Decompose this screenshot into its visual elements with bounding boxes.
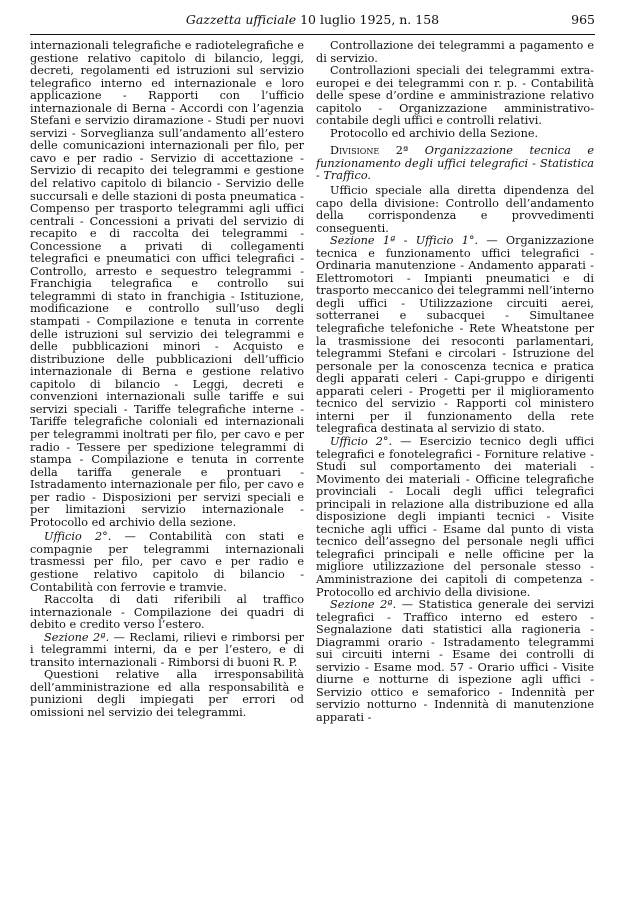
right-paragraph-7-text: — Statistica generale dei servizi telegrafici - Traffico interno ed estero - Segnalazione dati statistici alla ragioneria - Diagrammi orario - Istradamento telegrammi sui circuiti interni - Esame dei controlli di servizio - Esame mod. 57 - Orario uffici - Visite diurne e notturne di ispezione agli uffici - Servizio ottico e semaforico - Indennità per servizio notturno - Indennità di manutenzione apparati - [316, 598, 594, 724]
right-paragraph-3: Protocollo ed archivio della Sezione. [330, 126, 539, 140]
division-heading [316, 145, 594, 183]
left-paragraph-4-text: — Reclami, rilievi e rimborsi per i telegrammi interni, da e per l’estero, e di transito internazionali - Rimborsi di buoni R. P. [30, 630, 304, 669]
gazette-name: Gazzetta ufficiale [185, 12, 297, 27]
right-paragraph-5-text: — Organizzazione tecnica e funzionamento uffici telegrafici - Ordinaria manutenzione - Andamento apparati - Elettromotori - Impianti pneumatici e di trasporto meccanico dei telegrammi nell’interno degli uffici - Utilizzazione circuiti aerei, sotterranei e subacquei - Simultanee telegrafiche telefoniche - Rete Wheatstone per la trasmissione dei resoconti parlamentari, telegrammi Stefani e circolari - Istruzione del personale per la conoscenza tecnica e pratica degli apparati celeri - Capi-gruppo e dirigenti apparati celeri - Progetti per il miglioramento tecnico del servizio - Rapporti col ministero interni per il funzionamento della rete telegrafica destinata al servizio di stato. [316, 234, 594, 436]
header-rule [30, 34, 595, 35]
gazette-title [30, 12, 595, 27]
left-paragraph-2-text: — Contabilità con stati e compagnie per telegrammi internazionali trasmessi per filo, per cavo e per radio e gestione relativo capitolo di bilancio - Contabilità con ferrovie e tramvie. [30, 530, 304, 594]
sezione-1-ufficio-1-label: Sezione 1ª - Ufficio 1°. [330, 234, 479, 248]
right-paragraph-6 [316, 436, 594, 599]
left-paragraph-1: internazionali telegrafiche e radiotelegrafiche e gestione relativo capitolo di bilancio, leggi, decreti, regolamenti ed istruzioni sul servizio telegrafico interno ed internazionale e loro applicazione - Rapporti con l’ufficio internazionale di Berna - Accordi con l’agenzia Stefani e servizio diramazione - Studi per nuovi servizi - Sorveglianza sull’andamento all’estero delle comunicazioni internazionali per filo, per cavo e per radio - Servizio di accettazione - Servizio di recapito dei telegrammi e gestione del relativo capitolo di bilancio - Servizio delle succursali e delle stazioni di posta pneumatica - Compenso per trasporto telegrammi agli uffici centrali - Concessioni a privati del servizio di recapito e di raccolta dei telegrammi - Concessione a privati di collegamenti telegrafici e pneumatici con uffici telegrafici - Controllo, arresto e sequestro telegrammi - Franchigia telegrafica e controllo sui telegrammi di stato in franchigia - Istituzione, modificazione e controllo sull’uso degli stampati - Compilazione e tenuta in corrente delle istruzioni sul servizio dei telegrammi e delle pubblicazioni minori - Acquisto e distribuzione delle pubblicazioni dell’ufficio internazionale di Berna e gestione relativo capitolo di bilancio - Leggi, decreti e convenzioni internazionali sulle tariffe e sui servizi speciali - Tariffe telegrafiche interne - Tariffe telegrafiche coloniali ed internazionali per telegrammi inoltrati per filo, per cavo e per radio - Tessere per spedizione telegrammi di stampa - Compilazione e tenuta in corrente della tariffa generale e prontuari - Istradamento internazionale per filo, per cavo e per radio - Disposizioni per servizi speciali e per limitazioni servizio internazionale - Protocollo ed archivio della sezione. [30, 39, 304, 529]
gazette-date-number: 10 luglio 1925, n. 158 [300, 12, 440, 27]
sezione-2-label-right: Sezione 2ª. [330, 598, 397, 612]
division-label: Divisione 2ª [330, 144, 409, 158]
right-paragraph-1: Controllazione dei telegrammi a pagamento e di servizio. [316, 39, 594, 65]
left-paragraph-2 [30, 531, 304, 594]
right-paragraph-2: Controllazioni speciali dei telegrammi extra-europei e dei telegrammi con r. p. - Contabilità delle spese d’ordine e amministrazione relativo capitolo - Organizzazione amministrativo-contabile degli uffici e controlli relativi. [316, 64, 594, 128]
right-paragraph-7 [316, 599, 594, 724]
left-paragraph-3: Raccolta di dati riferibili al traffico internazionale - Compilazione dei quadri di debito e credito verso l’estero. [30, 593, 304, 632]
division-title: Organizzazione tecnica e funzionamento degli uffici telegrafici - Statistica - Traffico. [316, 144, 594, 183]
right-paragraph-6-text: — Esercizio tecnico degli uffici telegrafici e fonotelegrafici - Forniture relative - Studi sul comportamento dei materiali - Movimento dei materiali - Officine telegrafiche provinciali - Locali degli uffici telegrafici principali in relazione alla distribuzione ed alla disposizione degli impianti tecnici - Visite tecniche agli uffici - Esame dal punto di vista tecnico dell’assegno del personale negli uffici telegrafici principali e nelle officine per la migliore utilizzazione del personale stesso - Amministrazione dei capitoli di competenza - Protocollo ed archivio della divisione. [316, 434, 594, 599]
right-column [316, 40, 594, 725]
page-header [30, 12, 595, 30]
sezione-2-label: Sezione 2ª. [44, 630, 110, 644]
right-paragraph-5 [316, 235, 594, 436]
right-paragraph-4: Ufficio speciale alla diretta dipendenza del capo della divisione: Controllo dell’andamento della corrispondenza e provvedimenti conseguenti. [316, 184, 594, 235]
left-paragraph-4 [30, 632, 304, 670]
ufficio-2-label-right: Ufficio 2°. [330, 434, 393, 448]
ufficio-2-label: Ufficio 2°. [44, 530, 112, 544]
page-number: 965 [571, 12, 595, 27]
left-column [30, 40, 304, 720]
left-paragraph-5: Questioni relative alla irresponsabilità dell’amministrazione ed alla responsabilità e punizioni degli impiegati per errori od omissioni nel servizio dei telegrammi. [30, 668, 304, 719]
